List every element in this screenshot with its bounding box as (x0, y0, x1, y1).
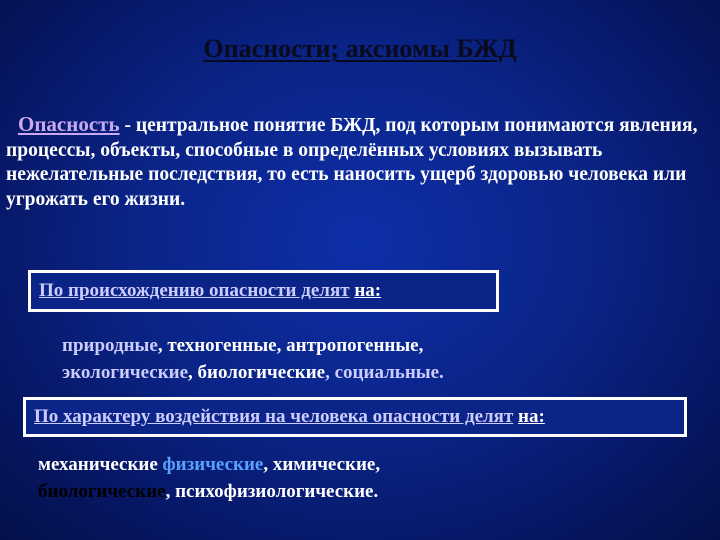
impact-classification-box (23, 397, 687, 437)
origin-type-social: , социальные. (325, 362, 444, 383)
impact-classification-na: на: (518, 406, 545, 427)
definition-paragraph (6, 112, 716, 212)
origin-classification-label: По происхождению опасности делят (39, 280, 350, 301)
origin-classification-box (28, 270, 499, 312)
impact-classification-label: По характеру воздействия на человека опасности делят (34, 406, 514, 427)
definition-text: - центральное понятие БЖД, под которым понимаются явления, процессы, объекты, способные в определённых условиях вызывать нежелательные последствия, то есть наносить ущерб здоровью человека или угрожать его жизни. (6, 115, 698, 210)
impact-type-biological: биологические (38, 481, 166, 502)
origin-types-line-1 (62, 332, 444, 359)
impact-type-physical: физические (162, 454, 264, 475)
origin-type-natural: природные (62, 335, 158, 356)
origin-types-list (62, 332, 444, 386)
impact-types-line-2 (38, 478, 380, 505)
origin-type-ecological: экологические (62, 362, 189, 383)
origin-classification-na: на: (354, 280, 382, 301)
definition-term: Опасность (18, 112, 120, 136)
impact-type-psycho: , психофизиологические. (165, 481, 379, 502)
impact-types-line-1 (38, 451, 380, 478)
impact-types-list (38, 451, 380, 505)
origin-type-biological: , биологические (188, 362, 326, 383)
origin-types-rest: , техногенные, антропогенные, (157, 335, 424, 356)
slide-title: Опасности; аксиомы БЖД (203, 34, 517, 63)
impact-type-chemical: , химические, (263, 454, 381, 475)
impact-type-mechanical: механические (38, 454, 163, 475)
origin-types-line-2 (62, 359, 444, 386)
